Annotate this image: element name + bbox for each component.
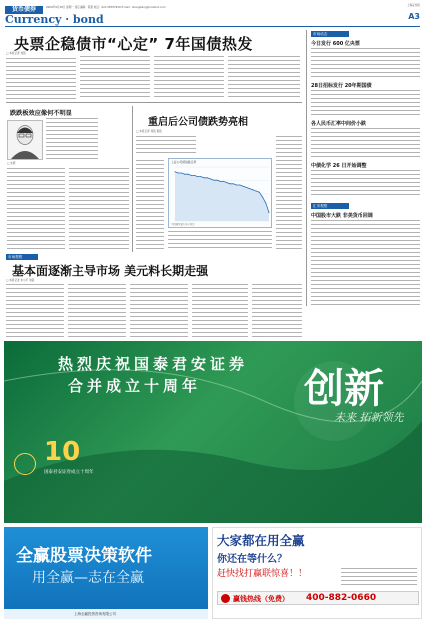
ad3-hotline-number: 400-882-0660 [306,593,377,603]
section-tag: 货币债券 [5,6,43,14]
chart-point [230,183,231,184]
sidebar-item3-body [311,128,420,158]
column-byline: □ 朱霞 [7,162,16,165]
column-body-a [7,168,65,250]
sidebar-item4-body [311,170,420,198]
sidebar-item4-title: 中债化学 26 日开始调整 [311,163,367,169]
ad1-line2: 合并成立十周年 [68,377,202,395]
chart-point [200,176,201,177]
header-meta: 2009年9月28日 星期一 责任编辑：陈燕 电话：021-58357920 E-mail：shangbang@cnstock.com [46,6,166,9]
sidebar-item1-title: 今日发行 600 亿央票 [311,41,360,47]
ad3-hotline-label: 赢钱热线（免费） [233,595,289,603]
bottom-kicker: □ 本报记者 朱小平 刘铭 [6,279,35,282]
page-code: A3 [408,12,420,21]
header-rule [5,26,420,27]
sidebar-divider [306,30,307,306]
chart-point [265,203,266,204]
chart-story-body1 [136,136,196,156]
bottom-body-col1 [6,284,64,338]
main-body-col3 [154,56,224,100]
column-intro [46,118,98,162]
chart-point [226,182,227,183]
chart-point [259,192,260,193]
chart-story-body3 [168,231,272,251]
main-kicker: □ 本报记者 刘铭 [6,52,26,55]
ad3-line3: 赶快找打赢联惊喜！！ [217,569,308,579]
chart-story-body4 [276,136,302,252]
sidebar-item5-title: 中国股市大跌 非美货币回调 [311,213,373,219]
column-title: 跌跌板效应像何不明显 [10,110,72,117]
chart-story-headline: 重启后公司债跌势亮相 [148,117,248,128]
bottom-headline: 基本面逐渐主导市场 美元料长期走强 [12,264,209,278]
ad1-logo-icon [14,453,36,475]
chart-point [194,175,195,176]
ad1-big-char: 创新 [304,365,384,412]
bottom-body-col3 [130,284,188,338]
sidebar-item2-title: 28日招标发行 20年期国债 [311,83,372,89]
main-rule [6,102,302,103]
chart-point [204,177,205,178]
chart-point [249,188,250,189]
bottom-body-col5 [252,284,302,338]
quanying-ad-2[interactable] [212,527,422,619]
main-body-col4 [228,56,300,100]
chart-point [269,212,270,213]
chart-point [220,181,221,182]
ad1-footer: 国泰君安证券成立十周年 [44,470,94,475]
chart-point [197,176,198,177]
chart-point [252,189,253,190]
main-headline: 央票企稳债市“心定” 7年国债热发 [14,35,253,53]
sidebar-item5-body [311,220,420,306]
column-divider [132,106,133,252]
chart-point [256,191,257,192]
ad3-small-text [341,568,417,586]
chart-point [233,183,234,184]
ad2-headline: 全赢股票决策软件 [16,546,152,566]
chart-point [184,174,185,175]
ad2-sub: 用全赢—志在全赢 [32,570,144,586]
chart-point [243,186,244,187]
ad3-line1: 大家都在用全赢 [217,533,305,548]
column-body-b [69,168,129,250]
sidebar-item2-body [311,90,420,116]
bottom-body-col4 [192,284,248,338]
chart-story-body2 [136,160,164,250]
bond-index-chart [168,158,272,228]
chart-note: 中国建设银行电子银行 [171,223,195,226]
chart-area [175,172,269,221]
section-en-title: Currency · bond [5,13,104,26]
main-body-col1 [6,58,76,100]
chart-point [239,185,240,186]
chart-title: 上证公司债指数走势 [171,160,197,164]
chart-point [181,173,182,174]
ad1-years: 10 [44,437,81,467]
ad1-sub: 未来 拓新领先 [334,411,404,424]
main-body-col2 [80,56,150,100]
guotai-ad[interactable] [4,341,422,523]
sidebar-tag2: 汇市观察 [311,203,349,209]
chart-point [210,179,211,180]
bottom-body-col2 [68,284,126,338]
chart-point [236,185,237,186]
chart-point [246,187,247,188]
bottom-tag: 市场观察 [6,254,38,260]
ad3-line2: 你还在等什么？ [217,554,287,565]
columnist-photo [7,120,43,160]
sidebar-item1-body [311,48,420,78]
chart-point [187,174,188,175]
quanying-ad[interactable] [4,527,208,619]
chart-point [223,181,224,182]
sidebar-tag: 市场动态 [311,31,349,37]
phone-icon [221,594,230,603]
chart-point [178,173,179,174]
chart-point [191,175,192,176]
chart-point [213,180,214,181]
chart-point [207,177,208,178]
ad1-line1: 热烈庆祝国泰君安证券 [58,355,249,373]
chart-story-kicker: □ 本报记者 刘铭 秦铭 [136,130,162,133]
masthead-brand: 上海证券报 [407,4,420,7]
chart-point [262,197,263,198]
ad3-hotline-bar[interactable] [217,591,419,605]
chart-point [175,171,176,172]
ad2-small: 上海全赢投资咨询有限公司 [74,612,116,616]
chart-plot [169,159,273,229]
chart-point [217,180,218,181]
sidebar-item3-title: 各人民币汇率中间价小跌 [311,121,367,127]
